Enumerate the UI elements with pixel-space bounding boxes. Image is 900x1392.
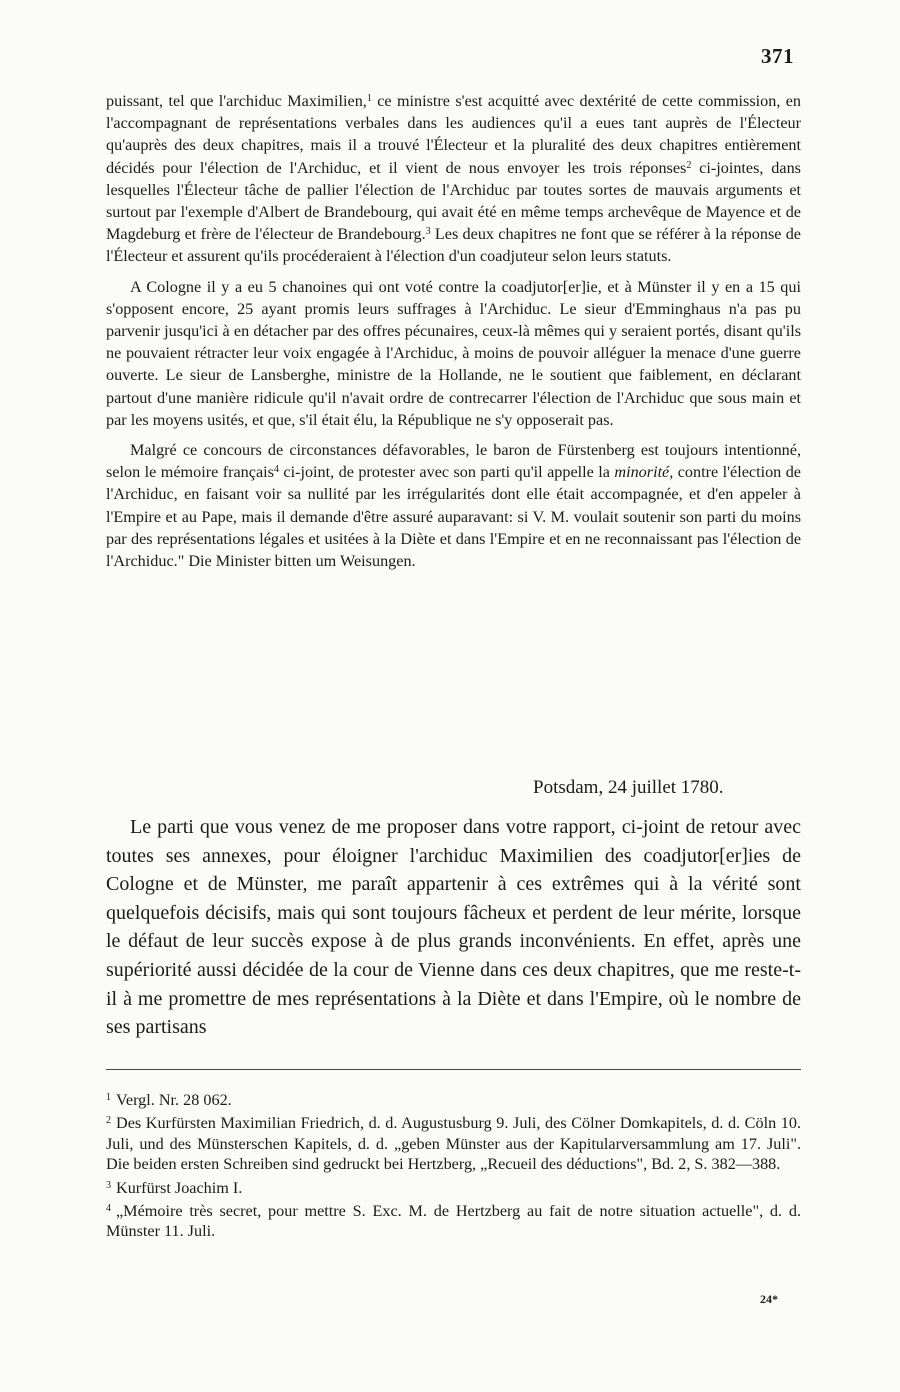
footnote-text: Des Kurfürsten Maximilian Friedrich, d. d. Augustusburg 9. Juli, des Cölner Domkapitels, d. d. Cöln 10. Juli, und des Münsterschen Kapitels, d. d. „geben Münster aus der Kapitularversammlung am 17. Juli". Die beiden ersten Schreiben sind gedruckt bei Hertzberg, „Recueil des déductions", Bd. 2, S. 382—388. (106, 1114, 801, 1174)
dateline: Potsdam, 24 juillet 1780. (533, 777, 724, 798)
emphasis-minorite: minorité, (614, 463, 674, 482)
signature-mark: 24* (760, 1292, 778, 1306)
report-paragraph-1 (106, 90, 801, 268)
page-number: 371 (761, 44, 794, 68)
footnote-3 (106, 1178, 801, 1198)
footnote-mark: 4 (106, 1203, 111, 1215)
report-text: ce ministre s'est acquitté avec dextérité de cette commission, en l'accompagnant de représentations verbales dans les audiences qu'il a eues tant auprès de l'Électeur qu'auprès des deux chapitres, mais il a trouvé l'Électeur et la pluralité des deux chapitres entièrement décidés pour l'élection de l'Archiduc, et il vient de nous envoyer les trois réponses (106, 92, 802, 177)
footnote-mark: 2 (106, 1115, 111, 1127)
report-text: ci-jointes, dans lesquelles l'Électeur tâche de pallier l'élection de l'Archiduc par toutes sortes de mauvais arguments et surtout par l'exemple d'Albert de Brandebourg, qui avait été en même temps archevêque de Mayence et de Magdeburg et frère de l'électeur de Brandebourg. (106, 158, 801, 244)
footnote-divider (106, 1069, 801, 1070)
footnote-1 (106, 1090, 801, 1110)
report-text: puissant, tel que l'archiduc Maximilien, (106, 92, 367, 110)
footnote-text: Kurfürst Joachim I. (116, 1178, 243, 1197)
footnote-mark: 1 (106, 1092, 111, 1103)
king-reply: Le parti que vous venez de me proposer dans votre rapport, ci-joint de retour avec toutes ses annexes, pour éloigner l'archiduc Maximilien des coadjutor[er]ies de Cologne et de Münster, me paraît appartenir à ces extrêmes qui à la vérité sont quelquefois décisifs, mais qui sont toujours fâcheux et perdent de leur mérite, lorsque le défaut de leur succès expose à de plus grands inconvénients. En effet, après une supériorité aussi décidée de la cour de Vienne dans ces deux chapitres, que me reste-t-il à me promettre de mes représentations à la Diète et dans l'Empire, où le nombre de ses partisans (106, 816, 801, 1039)
report-paragraph-2: A Cologne il y a eu 5 chanoines qui ont voté contre la coadjutor[er]ie, et à Münster il y en a 15 qui s'opposent encore, 25 ayant promis leurs suffrages à l'Archiduc. Le sieur d'Emminghaus n'a pas pu parvenir jusqu'ici à en détacher par des offres pécunaires, ceux-là mêmes qui y seraient portés, disant qu'ils ne pouvaient rétracter leur voix engagée à l'Archiduc, à moins de pouvoir alléguer la menace d'une guerre ouverte. Le sieur de Lansberghe, ministre de la Hollande, ne le soutient que faiblement, en déclarant partout d'une manière ridicule qu'il n'avait ordre de contrecarrer l'élection de l'Archiduc que sous main et par les moyens usités, et que, s'il était élu, la République ne s'y opposerait pas. (106, 277, 801, 429)
footnote-ref-2: 2 (686, 159, 692, 171)
footnote-text: Vergl. Nr. 28 062. (116, 1091, 232, 1109)
footnote-2 (106, 1113, 801, 1174)
footnote-text: „Mémoire très secret, pour mettre S. Exc. M. de Hertzberg au fait de notre situation actuelle", d. d. Münster 11. Juli. (106, 1202, 801, 1241)
report-text: Malgré ce concours de circonstances défavorables, le baron de Fürstenberg est toujours intentionné, selon le mémoire français (106, 441, 801, 482)
report-text: ci-joint, de protester avec son parti qu'il appelle la (278, 463, 615, 482)
footnotes (106, 1090, 801, 1245)
footnote-ref-3: 3 (425, 226, 431, 238)
minister-report (106, 90, 801, 580)
report-text: contre l'élection de l'Archiduc, en faisant voir sa nullité par les irrégularités dont elle était accompagnée, et d'en appeler à l'Empire et au Pape, mais il demande d'être assuré auparavant: si V. M. voulait soutenir son parti du moins par des représentations légales et usitées à la Diète et dans l'Empire et en ne reconnaissant pas l'élection de l'Archiduc." Die Minister bitten um Weisungen. (106, 463, 801, 571)
footnote-ref-1: 1 (366, 93, 372, 104)
footnote-4 (106, 1201, 801, 1242)
report-text: Les deux chapitres ne font que se référer à la réponse de l'Électeur et assurent qu'ils procéderaient à l'élection d'un coadjuteur selon leurs statuts. (106, 225, 801, 266)
footnote-ref-4: 4 (273, 464, 279, 476)
footnote-mark: 3 (106, 1179, 111, 1191)
report-paragraph-3 (106, 439, 801, 572)
